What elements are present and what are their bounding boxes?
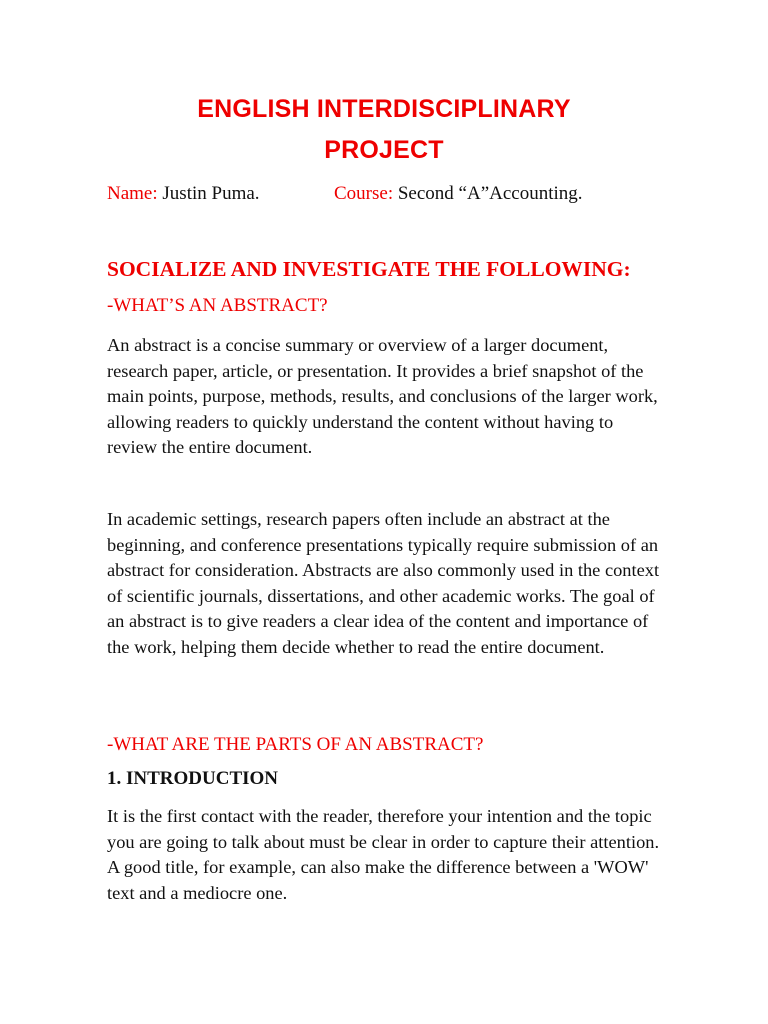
section-heading: SOCIALIZE AND INVESTIGATE THE FOLLOWING: [107, 257, 631, 281]
question-what-is-abstract: -WHAT’S AN ABSTRACT? [107, 295, 328, 316]
paragraph-abstract-definition: An abstract is a concise summary or overview of a larger document, research paper, article, or presentation. It provides a brief snapshot of the main points, purpose, methods, results, and conclusions of the larger work, allowing readers to quickly understand the content without having to review the entire document. [107, 335, 658, 458]
question-parts-of-abstract: -WHAT ARE THE PARTS OF AN ABSTRACT? [107, 734, 484, 755]
paragraph-introduction: It is the first contact with the reader, therefore your intention and the topic you are going to talk about must be clear in order to capture their attention. A good title, for example, can also make the difference between a 'WOW' text and a mediocre one. [107, 806, 660, 903]
course-label: Course: [334, 183, 394, 204]
name-value: Justin Puma. [157, 183, 260, 204]
name-label: Name: [107, 183, 158, 204]
student-name [107, 183, 260, 205]
course-value: Second “A”Accounting. [393, 183, 583, 204]
subheading-introduction: 1. INTRODUCTION [107, 768, 279, 789]
document-title-line1: ENGLISH INTERDISCIPLINARY [197, 95, 571, 123]
course-info [334, 183, 583, 205]
paragraph-academic-settings: In academic settings, research papers often include an abstract at the beginning, and conference presentations typically require submission of an abstract for consideration. Abstracts are also commonly used in the context of scientific journals, dissertations, and other academic works. The goal of an abstract is to give readers a clear idea of the content and importance of the work, helping them decide whether to read the entire document. [107, 509, 660, 657]
document-title-line2: PROJECT [324, 136, 444, 164]
